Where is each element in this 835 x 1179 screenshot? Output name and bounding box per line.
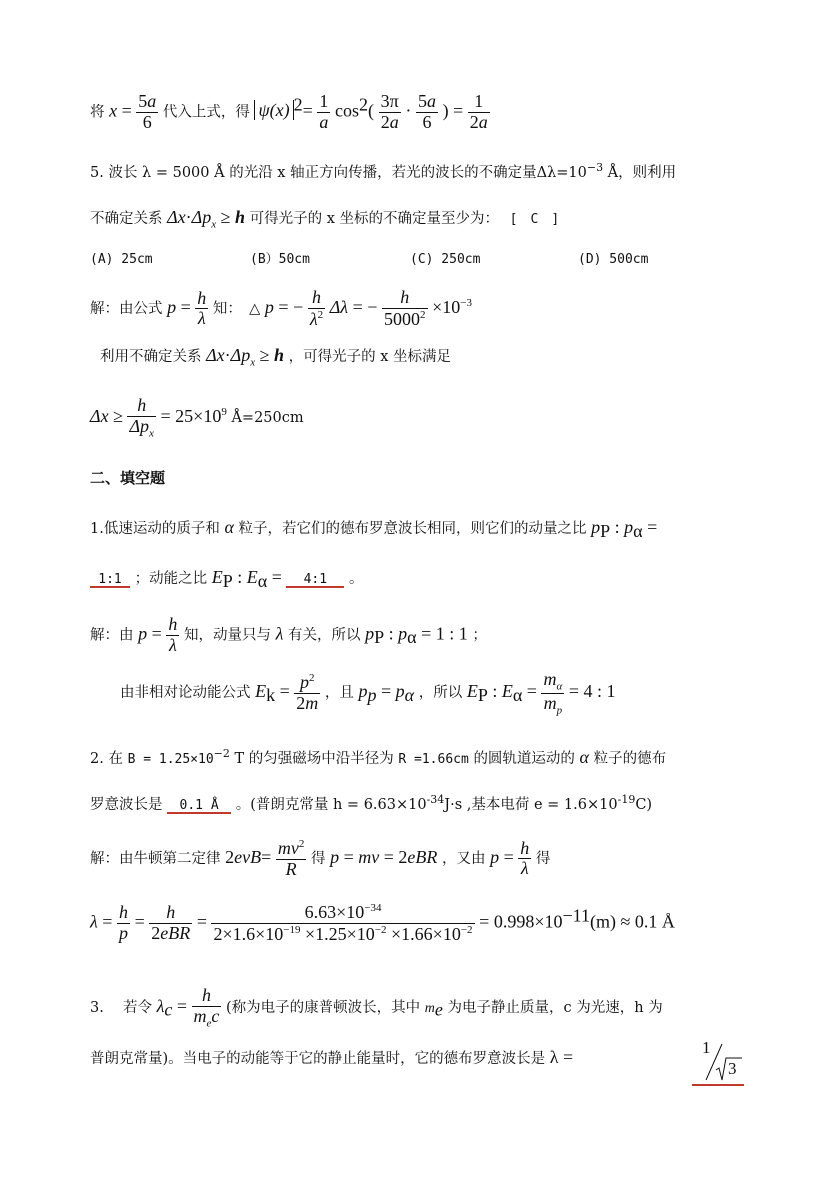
option-a: (A) 25cm [90,252,153,267]
answer-wavelength: 0.1 Å [167,799,231,814]
fill2-solution2: λ = $\frac{h}{p}$ = $\frac{h}{\text{2eBR}}$ = $\frac{6.63\times 10^{-34}}{2\times 1.6\times 10^{-19} \times 1.25\times 10^{-2} \times 1.66\times 10^{-2}}$ = $0.998\times 10^{-11}(m) \approx 0.1$ Å [90,902,675,944]
psi-abs: ψ(x) [254,100,293,120]
q5-line1: 5. 波长 λ = 5000 Å 的光沿 x 轴正方向传播，若光的波长的不确定量$\Delta\lambda=10^{-3}$ Å，则利用 [90,161,677,181]
q5-line2: 不确定关系 $\Delta x\cdot\Delta p_x \ge h$ 可得光子的 x 坐标的不确定量至少为： [ C ] [90,207,560,231]
fill2-line1: 2. 在 $B = 1.25\times 10^{-2}$ T 的匀强磁场中沿半径为 R =1.66cm 的圆轨道运动的 α 粒子的德布 [90,747,667,767]
answer-inverse-sqrt3: 1 3 [692,1040,744,1086]
answer-energy-ratio: 4:1 [286,573,344,588]
fill1-solution1: 解：由 p = $\frac{h}{\lambda}$ 知，动量只与 λ 有关，所以 $p_P$ : $p_\alpha = 1$ : 1 ； [90,614,487,655]
fill2-solution1: 解：由牛顿第二定律 2evB= $\frac{mv^2}{R}$ 得 p = mv = 2eBR ，又由 p = $\frac{h}{\lambda}$ 得 [90,837,551,879]
fill1-line1: 1.低速运动的质子和 α 粒子，若它们的德布罗意波长相同，则它们的动量之比 $p_P$ : $p_\alpha$ = [90,517,658,541]
q5-solution2: 利用不确定关系 $\Delta x\cdot\Delta p_x \ge h$ ，可得光子的 x 坐标满足 [100,345,452,369]
q5-solution1: 解：由公式 p = $\frac{h}{\lambda}$ 知： △ p = − $\frac{h}{\lambda^2}$ Δλ = − $\frac{h}{5000^2}$ $\times 10^{-3}$ [90,287,472,329]
fill1-solution2: 由非相对论动能公式 $E_k$ = $\frac{p^2}{2m}$ ，且 $p_p = p_\alpha$ ，所以 $E_P$ : $E_\alpha$ = $\frac{m_\alpha}{m_p}$ = 4 : 1 [120,669,616,717]
option-b: (B）50cm [250,252,310,267]
option-d: (D) 500cm [578,252,649,267]
fill1-line2: 1:1 ；动能之比 $E_P$ : $E_\alpha$ = 4:1 。 [90,568,363,590]
text-substitute: 代入上式，得 [162,104,250,121]
fill3-line2: 普朗克常量)。当电子的动能等于它的静止能量时，它的德布罗意波长是 λ = [90,1047,574,1067]
fill2-line2: 罗意波长是 0.1 Å 。(普朗克常量 $h = 6.63\times 10^{-34}J\cdot s$ ,基本电荷 $e = 1.6\times 10^{-19}C$) [90,793,653,813]
text-prefix: 将 [90,104,105,121]
q5-options [90,253,648,266]
fraction-5a-6: $\frac{5a}{6}$ [138,91,157,132]
answer-bracket: [ C ] [509,212,560,227]
q5-solution3: Δx ≥ $\frac{h}{\Delta p_x}$ = $25\times 10^9$ Å=250cm [90,395,304,440]
answer-momentum-ratio: 1:1 [90,573,130,588]
fill3-line1: 3. 若令 $\lambda_c$ = $\frac{h}{m_ec}$ (称为电子的康普顿波长，其中 $m_e$ 为电子静止质量，c 为光速，h 为 [90,985,663,1030]
section-heading: 二、填空题 [90,469,166,487]
option-c: (C) 250cm [410,252,481,267]
line-substitution: 将 x = $\frac{5a}{6}$ 代入上式，得 ψ(x) $^2$= $\frac{1}{a}$ $\cos^2$( $\frac{3\pi}{2a}$ · $\frac{5a}{6}$ ) = $\frac{1}{2a}$ [90,91,488,132]
